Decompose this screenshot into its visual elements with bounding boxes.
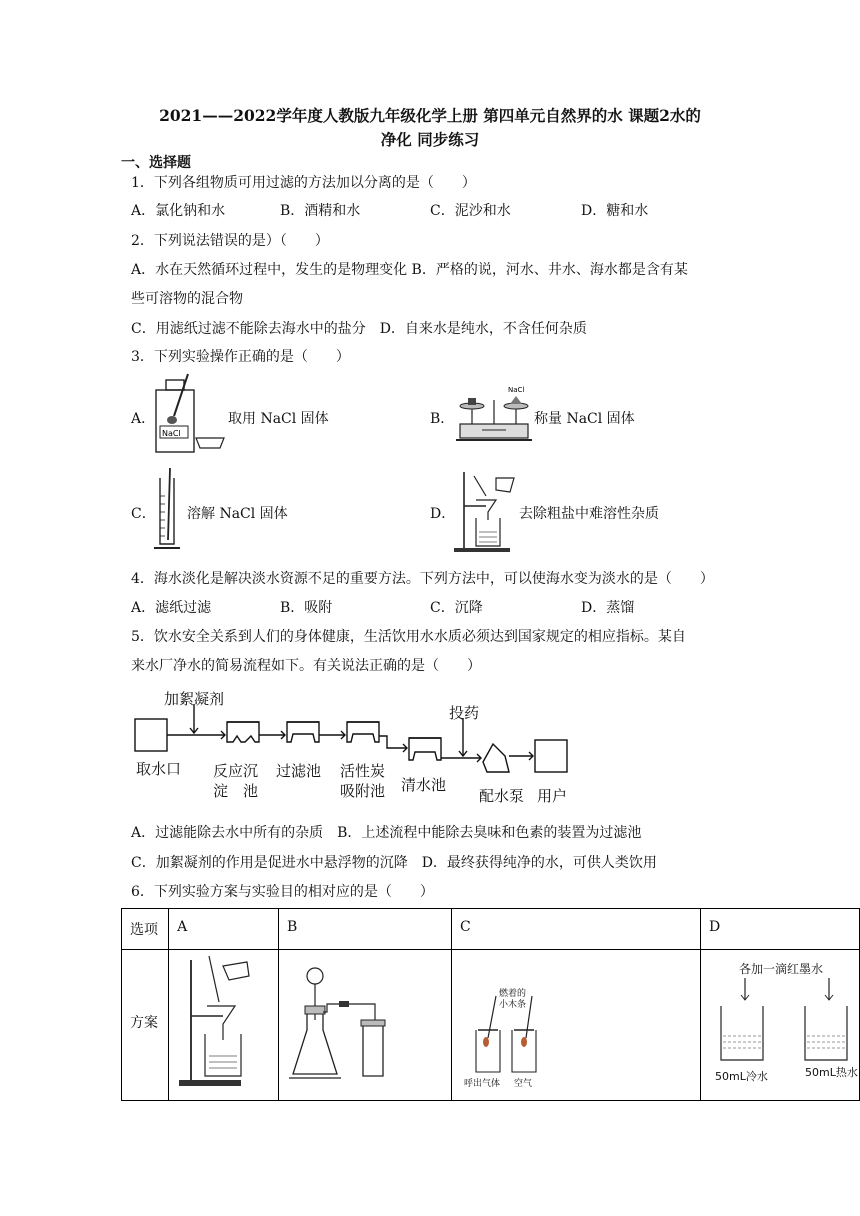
q5-stem-line2: 来水厂净水的简易流程如下。有关说法正确的是（ ） [131, 658, 481, 674]
q4-stem: 4．海水淡化是解决淡水资源不足的重要方法。下列方法中，可以使海水变为淡水的是（ ） [131, 571, 714, 587]
balance-figure [452, 384, 536, 444]
reaction-tank [227, 722, 259, 742]
clear-label: 清水池 [401, 776, 447, 794]
page-title-line2: 净化 同步练习 [380, 130, 480, 149]
q5-stem: 5．饮水安全关系到人们的身体健康，生活饮用水水质必须达到国家规定的相应指标。某自 [131, 629, 686, 645]
q5-line: C．加絮凝剂的作用是促进水中悬浮物的沉降 D．最终获得纯净的水，可供人类饮用 [131, 855, 657, 871]
table-cell-a [169, 950, 279, 1101]
q4-option-d: D．蒸馏 [581, 600, 635, 616]
c-fig-label: 小木条 [498, 1000, 526, 1010]
page-title: 2021——2022学年度人教版九年级化学上册 第四单元自然界的水 课题2水的 [159, 106, 701, 125]
table-header-cell: D [700, 909, 859, 950]
intake-label: 取水口 [136, 760, 182, 778]
q4-option-c: C．沉降 [430, 600, 483, 616]
q1-option-a: A．氯化钠和水 [131, 203, 226, 219]
pump-label: 配水泵 [479, 787, 525, 805]
filtration-apparatus-figure [169, 950, 277, 1096]
table-row-label: 方案 [122, 950, 169, 1101]
filtration-figure [452, 466, 522, 554]
q3-option-b-text: 称量 NaCl 固体 [534, 411, 635, 427]
d-fig-label-top: 各加一滴红墨水 [738, 962, 823, 976]
c-fig-label-right: 空气 [513, 1079, 532, 1089]
d-fig-label-left: 50mL冷水 [714, 1070, 768, 1083]
q4-option-b: B．吸附 [280, 600, 333, 616]
q2-line: A．水在天然循环过程中，发生的是物理变化 B．严格的说，河水、井水、海水都是含有某 [131, 262, 688, 278]
filter-label: 过滤池 [276, 762, 322, 780]
q5-line: A．过滤能除去水中所有的杂质 B．上述流程中能除去臭味和色素的装置为过滤池 [131, 825, 642, 841]
q3-option-d-letter: D． [430, 506, 456, 522]
reagent-bottle-figure [150, 372, 230, 456]
q3-option-c-text: 溶解 NaCl 固体 [187, 506, 288, 522]
coagulant-label: 加絮凝剂 [164, 690, 225, 708]
wood-splint-figure [452, 950, 572, 1096]
user-label: 用户 [537, 787, 568, 805]
c-fig-label-left: 呼出气体 [463, 1079, 500, 1089]
balance-label: NaCl [508, 386, 525, 394]
filter-tank [287, 722, 319, 742]
reaction-label: 反应沉 [213, 762, 259, 780]
c-fig-label: 燃着的 [498, 989, 526, 999]
table-cell-d [700, 950, 859, 1101]
user-box [535, 740, 567, 772]
q3-stem: 3．下列实验操作正确的是（ ） [131, 349, 350, 365]
graduated-cylinder-figure [152, 466, 186, 552]
pump-shape [483, 744, 509, 772]
intake-box [135, 719, 167, 751]
q2-stem: 2．下列说法错误的是）（ ） [131, 233, 329, 249]
table-header-cell: A [169, 909, 279, 950]
q1-option-d: D．糖和水 [581, 203, 649, 219]
q2-line: 些可溶物的混合物 [131, 291, 243, 307]
q3-option-a-letter: A． [131, 411, 156, 427]
q1-option-c: C．泥沙和水 [430, 203, 511, 219]
q3-option-d-text: 去除粗盐中难溶性杂质 [519, 506, 659, 522]
q6-table [121, 908, 860, 1101]
gas-apparatus-figure [279, 950, 451, 1096]
carbon-label-2: 吸附池 [340, 782, 386, 800]
reaction-label-2: 淀 池 [213, 782, 259, 800]
medicine-label: 投药 [449, 704, 480, 722]
q3-option-c-letter: C． [131, 506, 156, 522]
section-heading: 一、选择题 [121, 155, 191, 171]
bottle-label: NaCl [162, 429, 181, 438]
table-cell-b [278, 950, 451, 1101]
table-header-cell: C [451, 909, 700, 950]
q1-stem: 1．下列各组物质可用过滤的方法加以分离的是（ ） [131, 175, 476, 191]
q3-option-b-letter: B． [430, 411, 455, 427]
q4-option-a: A．滤纸过滤 [131, 600, 212, 616]
carbon-label: 活性炭 [340, 762, 386, 780]
table-header-cell: B [278, 909, 451, 950]
q6-stem: 6．下列实验方案与实验目的相对应的是（ ） [131, 884, 434, 900]
carbon-tank [347, 722, 379, 742]
q1-option-b: B．酒精和水 [280, 203, 361, 219]
table-header-cell: 选项 [122, 909, 169, 950]
q3-option-a-text: 取用 NaCl 固体 [228, 411, 329, 427]
d-fig-label-right: 50mL热水 [804, 1066, 858, 1079]
clear-tank [409, 738, 441, 760]
table-cell-c [451, 950, 700, 1101]
q2-line: C．用滤纸过滤不能除去海水中的盐分 D．自来水是纯水，不含任何杂质 [131, 321, 587, 337]
